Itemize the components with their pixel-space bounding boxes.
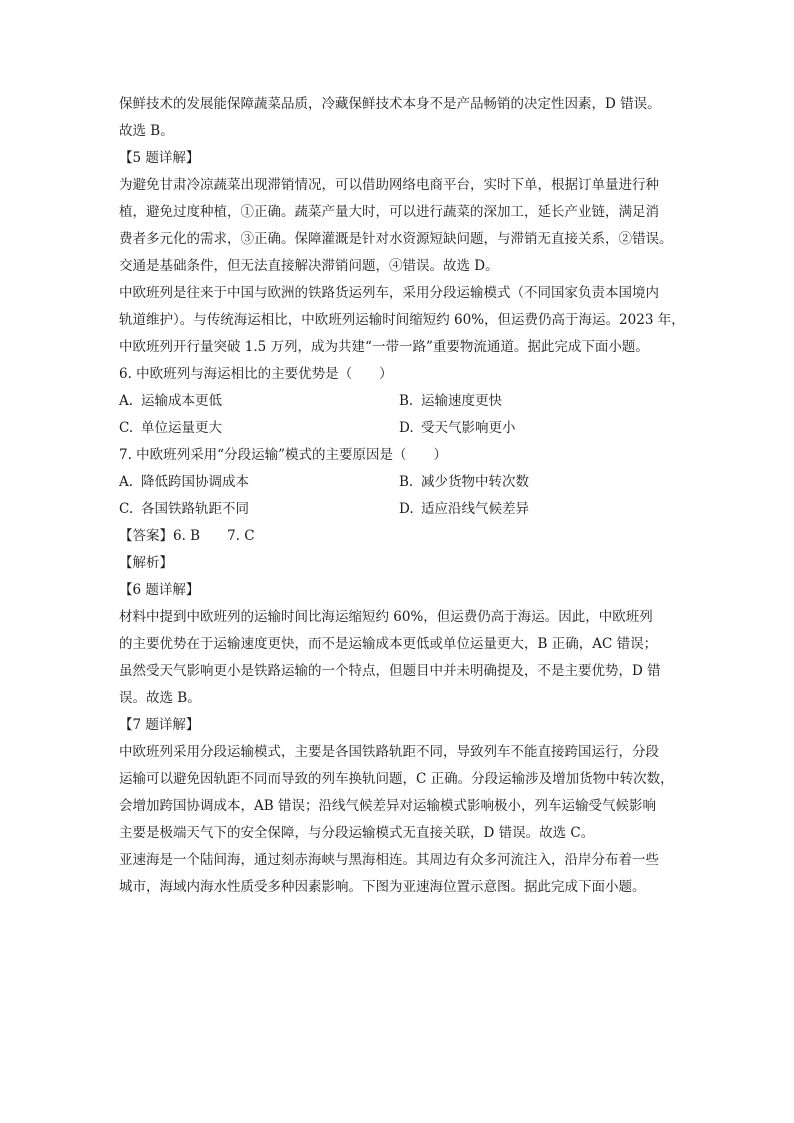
document-page — [119, 91, 685, 901]
q7-options-row — [119, 496, 679, 523]
text-line: 主要是极端天气下的安全保障，与分段运输模式无直接关联，D 错误。故选 C。 — [119, 825, 595, 841]
q6-heading: 【6 题详解】 — [119, 582, 200, 598]
text-line: 为避免甘肃冷凉蔬菜出现滞销情况，可以借助网络电商平台，实时下单，根据订单量进行种 — [119, 177, 659, 193]
q7-option-d: D. 适应沿线气候差异 — [399, 501, 529, 517]
q6-option-c: C. 单位运量更大 — [119, 420, 222, 436]
text-line: 中欧班列开行量突破 1.5 万列，成为共建“一带一路”重要物流通道。据此完成下面小题。 — [119, 339, 649, 355]
q6-options-row — [119, 388, 679, 415]
text-line: 的主要优势在于运输速度更快，而不是运输成本更低或单位运量更大，B 正确，AC 错误； — [119, 636, 658, 652]
text-line: 中欧班列采用分段运输模式，主要是各国铁路轨距不同，导致列车不能直接跨国运行，分段 — [119, 744, 659, 760]
answer-line: 【答案】6. B 7. C — [119, 528, 255, 544]
text-line: 植，避免过度种植，①正确。蔬菜产量大时，可以进行蔬菜的深加工，延长产业链，满足消 — [119, 204, 659, 220]
text-line: 亚速海是一个陆间海，通过刻赤海峡与黑海相连。其周边有众多河流注入，沿岸分布着一些 — [119, 852, 659, 868]
text-line: 中欧班列是往来于中国与欧洲的铁路货运列车，采用分段运输模式（不同国家负责本国境内 — [119, 285, 659, 301]
text-line: 交通是基础条件，但无法直接解决滞销问题，④错误。故选 D。 — [119, 258, 499, 274]
q6-stem: 6. 中欧班列与海运相比的主要优势是（ ） — [119, 366, 393, 382]
text-line: 保鲜技术的发展能保障蔬菜品质，冷藏保鲜技术本身不是产品畅销的决定性因素，D 错误。 — [119, 96, 661, 112]
text-line: 运输可以避免因轨距不同而导致的列车换轨问题，C 正确。分段运输涉及增加货物中转次数， — [119, 771, 674, 787]
text-line: 材料中提到中欧班列的运输时间比海运缩短约 60%，但运费仍高于海运。因此，中欧班列 — [119, 609, 653, 625]
q7-option-a: A. 降低跨国协调成本 — [119, 474, 249, 490]
q6-options-row — [119, 415, 679, 442]
q7-heading: 【7 题详解】 — [119, 717, 200, 733]
q6-option-b: B. 运输速度更快 — [399, 393, 502, 409]
q7-option-b: B. 减少货物中转次数 — [399, 474, 529, 490]
q6-option-a: A. 运输成本更低 — [119, 393, 222, 409]
text-line: 会增加跨国协调成本，AB 错误；沿线气候差异对运输模式影响极小，列车运输受气候影响 — [119, 798, 656, 814]
text-line: 虽然受天气影响更小是铁路运输的一个特点，但题目中并未明确提及，不是主要优势，D 错 — [119, 663, 661, 679]
text-line: 城市，海域内海水性质受多种因素影响。下图为亚速海位置示意图。据此完成下面小题。 — [119, 879, 646, 895]
q7-stem: 7. 中欧班列采用“分段运输”模式的主要原因是（ ） — [119, 447, 447, 463]
q5-heading: 【5 题详解】 — [119, 150, 200, 166]
q6-option-d: D. 受天气影响更小 — [399, 420, 516, 436]
q7-options-row — [119, 469, 679, 496]
analysis-heading: 【解析】 — [119, 555, 173, 571]
text-line: 故选 B。 — [119, 123, 174, 139]
text-line: 误。故选 B。 — [119, 690, 201, 706]
text-line: 费者多元化的需求，③正确。保障灌溉是针对水资源短缺问题，与滞销无直接关系，②错误。 — [119, 231, 673, 247]
text-line: 轨道维护）。与传统海运相比，中欧班列运输时间缩短约 60%，但运费仍高于海运。2023 年， — [119, 312, 685, 328]
q7-option-c: C. 各国铁路轨距不同 — [119, 501, 249, 517]
